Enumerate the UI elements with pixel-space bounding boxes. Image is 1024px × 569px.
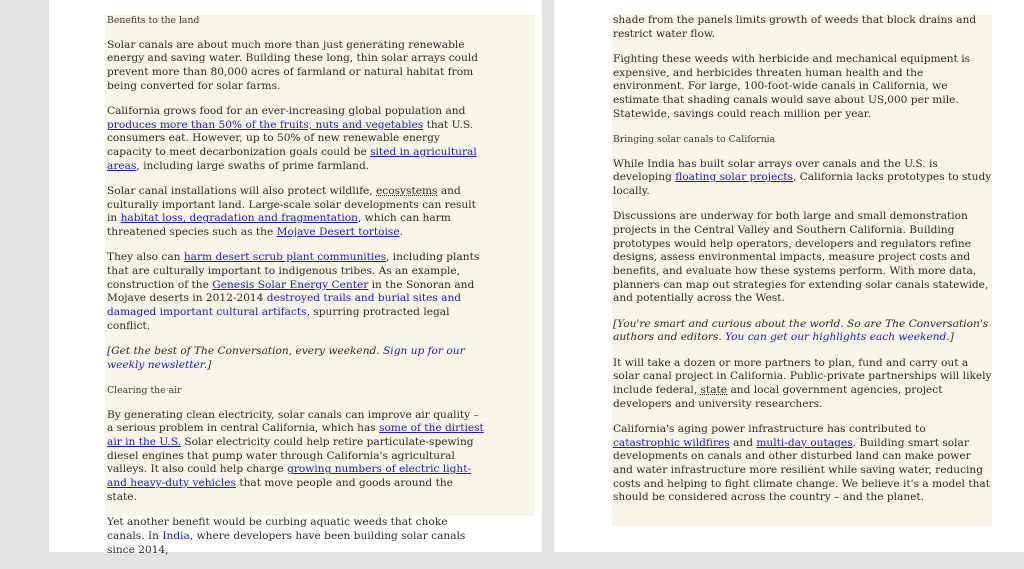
paragraph: California's aging power infrastructure has contributed to catastrophic wildfires and multi-day outages. Building smart solar developments on canals and other disturbed land can make power and water infrastructure more resilient while saving water, reducing costs and helping to fight climate change. We believe it's a model that should be considered across the country – and the planet. — [613, 422, 990, 504]
paragraph: Fighting these weeds with herbicide and mechanical equipment is expensive, and herbicides threaten human health and the environment. For large, 100-foot-wide canals in California, we estimate that shading canals would save about US,000 per mile. Statewide, savings could reach million per year. — [613, 52, 971, 120]
paragraph: While India has built solar arrays over canals and the U.S. is developing floating solar projects, California lacks prototypes to study locally. — [613, 157, 992, 198]
paragraph: By generating clean electricity, solar canals can improve air quality – a serious problem in central California, which has some of the dirtiest air in the U.S. Solar electricity could help retire particulate-spewing diesel engines that pump water through California's agricultural valleys. It also could help charge growing numbers of electric light- and heavy-duty vehicles that move people and goods around the state. — [107, 408, 484, 503]
highlights-callout: [You're smart and curious about the world. So are The Conversation's authors and editors. You can get our highlights each weekend.] — [613, 317, 989, 344]
term-state[interactable]: state — [700, 383, 728, 396]
paragraph: Discussions are underway for both large and small demonstration projects in the Central Valley and Southern California. Building prototypes would help operators, developers and regulators refine designs, assess environmental impacts, measure project costs and benefits, and evaluate how these systems perform. With more data, planners can map out strategies for extending solar canals statewide, and potentially across the West. — [613, 210, 989, 305]
link-dirtiest-air[interactable]: some of the dirtiest air in the U.S. — [107, 422, 484, 449]
paragraph: Yet another benefit would be curbing aquatic weeds that choke canals. In India, where developers have been building solar canals since 2014, — [107, 516, 466, 556]
link-habitat-loss[interactable]: habitat loss, degradation and fragmentation — [120, 212, 358, 225]
link-produces-fruits[interactable]: produces more than 50% of the fruits, nuts and vegetables — [107, 118, 424, 131]
paragraph: California grows food for an ever-increasing global population and produces more than 50% of the fruits, nuts and vegetables that U.S. consumers eat. However, up to 50% of new renewable energy capacity to meet decarbonization goals could be sited in agricultural areas, including large swaths of prime farmland. — [107, 105, 477, 172]
section-heading-bringing: Bringing solar canals to California — [613, 133, 776, 145]
link-genesis-solar[interactable]: Genesis Solar Energy Center — [212, 278, 369, 291]
newsletter-callout: [Get the best of The Conversation, every weekend. Sign up for our weekly newsletter.] — [107, 345, 465, 371]
link-sited-agricultural[interactable]: sited in agricultural areas — [107, 146, 477, 172]
paragraph: shade from the panels limits growth of weeds that block drains and restrict water flow. — [613, 14, 977, 40]
link-india[interactable]: India — [162, 529, 190, 542]
section-heading-benefits: Benefits to the land — [107, 15, 200, 26]
text-column-left — [107, 14, 485, 569]
paragraph: Solar canals are about much more than just generating renewable energy and saving water. Building these long, thin solar arrays could prevent more than 80,000 acres of farmland or natural habitat from being converted for solar farms. — [107, 38, 479, 92]
section-heading-air: Clearing the air — [107, 384, 182, 396]
link-desert-scrub[interactable]: harm desert scrub plant communities — [183, 251, 387, 264]
paragraph: Solar canal installations will also protect wildlife, ecosystems and culturally important land. Large-scale solar developments can result in habitat loss, degradation and fragmentation, which can harm threatened species such as the Mojave Desert tortoise. — [107, 185, 476, 239]
link-catastrophic-wildfires[interactable]: catastrophic wildfires — [613, 436, 730, 449]
link-multi-day-outages[interactable]: multi-day outages — [756, 436, 853, 449]
link-electric-vehicles[interactable]: growing numbers of electric light- and heavy-duty vehicles — [107, 463, 472, 490]
paragraph: They also can harm desert scrub plant communities, including plants that are culturally important to indigenous tribes. As an example, construction of the Genesis Solar Energy Center in the Sonoran and Mojave deserts in 2012-2014 destroyed trails and burial sites and damaged important cultural artifacts, spurring protracted legal conflict. — [107, 251, 480, 332]
text-column-right — [613, 14, 993, 517]
link-floating-solar[interactable]: floating solar projects — [675, 171, 793, 184]
term-ecosystems[interactable]: ecosystems — [376, 185, 438, 198]
paragraph: It will take a dozen or more partners to plan, fund and carry out a solar canal project in California. Public-private partnerships will likely include federal, state and local government agencies, project developers and university researchers. — [613, 356, 992, 410]
link-highlights-weekend[interactable]: You can get our highlights each weekend — [725, 331, 947, 344]
link-newsletter-signup[interactable]: Sign up for our weekly newsletter — [107, 345, 465, 371]
link-destroyed-trails[interactable]: destroyed trails and burial sites and damaged important cultural artifacts — [107, 292, 462, 319]
link-mojave-tortoise[interactable]: Mojave Desert tortoise — [276, 226, 400, 239]
